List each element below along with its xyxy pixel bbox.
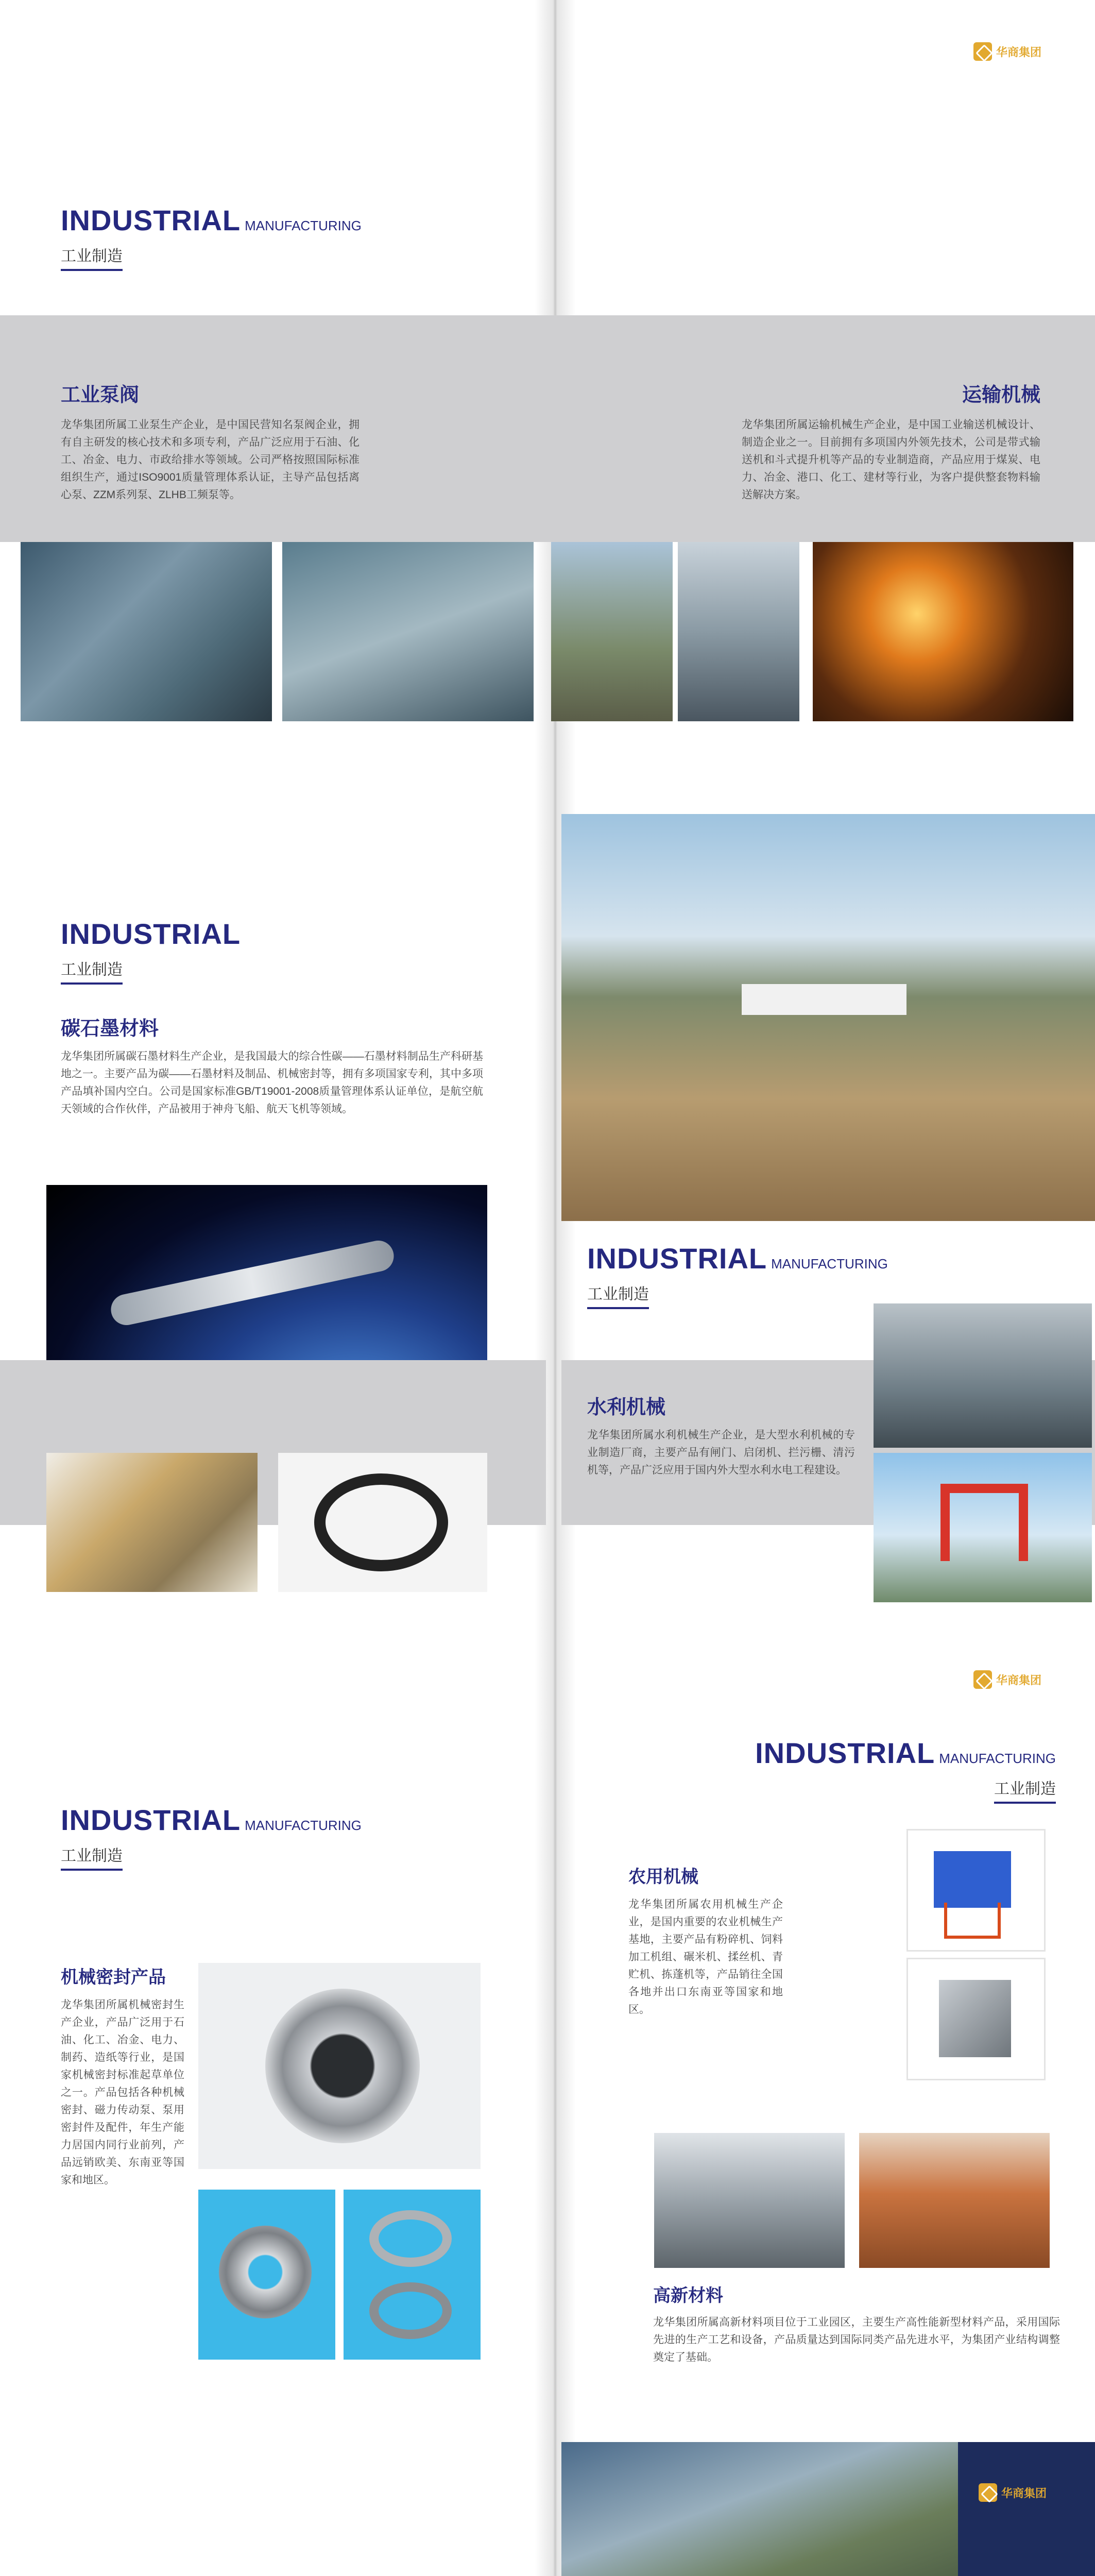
photo-hydro-dam [561, 814, 1095, 1221]
photo-newmat-workshop [654, 2133, 845, 2268]
heading-en-sub: MANUFACTURING [245, 218, 362, 233]
photo-seal-small-2 [344, 2190, 481, 2360]
photo-seal-small-1 [198, 2190, 335, 2360]
navy-block [958, 2442, 1095, 2576]
hydro-text: 龙华集团所属水利机械生产企业，是大型水利机械的专业制造厂商，主要产品有闸门、启闭机、拦污栅、清污机等，产品广泛应用于国内外大型水利水电工程建设。 [587, 1429, 855, 1476]
photo-hydro-crane [874, 1453, 1092, 1602]
seal-title: 机械密封产品 [61, 1968, 166, 1987]
carbon-block [61, 1012, 483, 1118]
spread-1 [0, 0, 1095, 814]
spread-3 [0, 1628, 1095, 2442]
heading-cn: 工业制造 [61, 1843, 123, 1871]
logo-icon [973, 42, 992, 61]
pump-block [61, 379, 360, 504]
seal-block [61, 1963, 184, 2189]
section-heading-carbon [61, 917, 241, 985]
heading-cn: 工业制造 [61, 957, 123, 985]
heading-cn: 工业制造 [61, 243, 123, 271]
transport-title: 运输机械 [962, 384, 1040, 406]
hydro-block [587, 1391, 855, 1479]
photo-carbon-parts [46, 1453, 258, 1592]
agri-title: 农用机械 [628, 1867, 698, 1887]
photo-aerial-river [561, 2442, 958, 2576]
photo-agri-machine-1 [906, 1829, 1046, 1952]
logo-icon [973, 1670, 992, 1689]
pump-title: 工业泵阀 [61, 384, 140, 406]
carbon-text: 龙华集团所属碳石墨材料生产企业，是我国最大的综合性碳——石墨材料制品生产科研基地之一。主要产品为碳——石墨材料及制品、机械密封等，拥有多项国家专利，其中多项产品填补国内空白。公司是国家标准GB/T19001-2008质量管理体系认证单位，是航空航天领域的合作伙伴，产品被用于神舟飞船、航天飞机等领域。 [61, 1050, 483, 1115]
heading-en: INDUSTRIAL [755, 1737, 935, 1769]
heading-en-sub: MANUFACTURING [245, 1818, 362, 1833]
logo [973, 42, 1041, 61]
seal-text: 龙华集团所属机械密封生产企业，产品广泛用于石油、化工、冶金、电力、制药、造纸等行业，是国家机械密封标准起草单位之一。产品包括各种机械密封、磁力传动泵、泵用密封件及配件，年生产能力居国内同行业前列，产品远销欧美、东南亚等国家和地区。 [61, 1999, 184, 2186]
photo-carbon-ring [278, 1453, 487, 1592]
pump-text: 龙华集团所属工业泵生产企业，是中国民营知名泵阀企业，拥有自主研发的核心技术和多项专利，产品广泛应用于石油、化工、冶金、电力、市政给排水等领域。公司严格按照国际标准组织生产，通过ISO9001质量管理体系认证，主导产品包括离心泵、ZZM系列泵、ZLHB工频泵等。 [61, 419, 360, 501]
section-heading-agri [752, 1736, 1056, 1804]
section-heading-hydro [587, 1242, 888, 1309]
photo-pump-workshop [21, 542, 272, 721]
hydro-title: 水利机械 [587, 1397, 666, 1418]
heading-en: INDUSTRIAL [587, 1242, 767, 1275]
spread-4 [0, 2442, 1095, 2576]
photo-hydro-gate [874, 1303, 1092, 1448]
carbon-title: 碳石墨材料 [61, 1018, 159, 1040]
heading-en: INDUSTRIAL [61, 204, 241, 236]
heading-en-sub: MANUFACTURING [771, 1256, 888, 1272]
heading-en-sub: MANUFACTURING [939, 1751, 1056, 1766]
agri-block [628, 1862, 783, 2019]
transport-text: 龙华集团所属运输机械生产企业，是中国工业输送机械设计、制造企业之一。目前拥有多项国内外领先技术，公司是带式输送机和斗式提升机等产品的专业制造商，产品应用于煤炭、电力、冶金、港口、化工、建材等行业，为客户提供整套物料输送解决方案。 [742, 419, 1040, 501]
agri-text: 龙华集团所属农用机械生产企业，是国内重要的农业机械生产基地，主要产品有粉碎机、饲料加工机组、碾米机、揉丝机、青贮机、拣蓬机等，产品销往全国各地并出口东南亚等国家和地区。 [628, 1899, 783, 2015]
photo-conveyor-mountain [551, 542, 673, 721]
heading-en: INDUSTRIAL [61, 1804, 241, 1836]
heading-cn: 工业制造 [587, 1281, 649, 1309]
spread-2 [0, 814, 1095, 1628]
photo-pump-hall [282, 542, 534, 721]
newmat-title: 高新材料 [653, 2286, 723, 2306]
logo-icon [979, 2483, 997, 2502]
logo-text: 华商集团 [1001, 2486, 1047, 2500]
logo [979, 2483, 1047, 2502]
photo-furnace-glow [813, 542, 1073, 721]
photo-newmat-products [859, 2133, 1050, 2268]
section-heading-seal [61, 1803, 362, 1871]
logo-text: 华商集团 [996, 45, 1042, 59]
logo [973, 1670, 1041, 1689]
photo-conveyor-belt [678, 542, 799, 721]
newmat-text: 龙华集团所属高新材料项目位于工业园区，主要生产高性能新型材料产品，采用国际先进的生产工艺和设备，产品质量达到国际同类产品先进水平，为集团产业结构调整奠定了基础。 [653, 2316, 1060, 2363]
heading-cn: 工业制造 [994, 1776, 1056, 1804]
photo-seal-large [198, 1963, 481, 2169]
transport-block [742, 379, 1040, 504]
logo-text: 华商集团 [996, 1673, 1042, 1687]
newmat-block [653, 2281, 1060, 2366]
heading-en: INDUSTRIAL [61, 918, 241, 950]
photo-agri-machine-2 [906, 1958, 1046, 2080]
section-heading [61, 204, 362, 271]
